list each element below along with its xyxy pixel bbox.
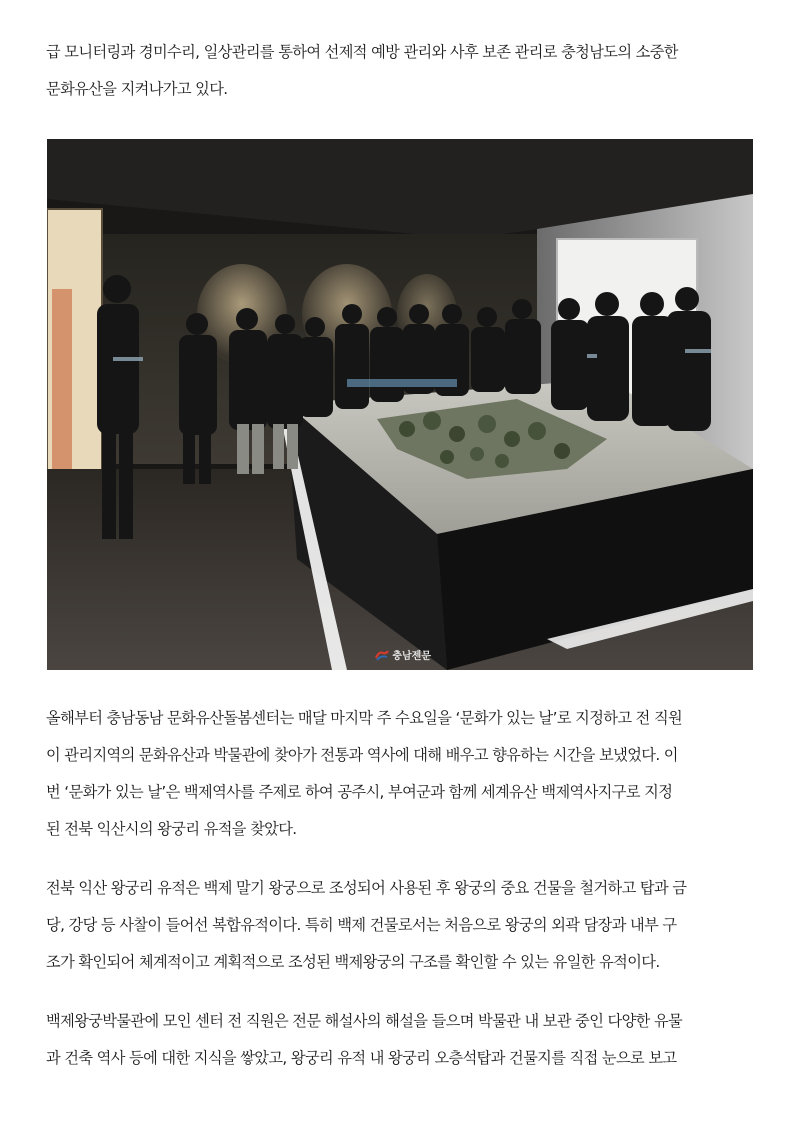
text-line: 당, 강당 등 사찰이 들어선 복합유적이다. 특히 백제 건물로서는 처음으로 왕궁의 외곽 담장과 내부 구 xyxy=(46,916,677,934)
museum-tour-photo xyxy=(47,139,753,670)
paragraph-culture-day xyxy=(46,700,752,848)
text-line: 백제왕궁박물관에 모인 센터 전 직원은 전문 해설사의 해설을 들으며 박물관 내 보관 중인 다양한 유물 xyxy=(46,1012,683,1030)
text-line: 이 관리지역의 문화유산과 박물관에 찾아가 전통과 역사에 대해 배우고 향유하는 시간을 보냈었다. 이 xyxy=(46,746,678,764)
text-line: 과 건축 역사 등에 대한 지식을 쌓았고, 왕궁리 유적 내 왕궁리 오층석탑과 건물지를 직접 눈으로 보고 xyxy=(46,1049,677,1067)
text-line: 전북 익산 왕궁리 유적은 백제 말기 왕궁으로 조성되어 사용된 후 왕궁의 중요 건물을 철거하고 탑과 금 xyxy=(46,879,687,897)
paragraph-intro xyxy=(46,34,752,108)
watermark-text: 충남젠문 xyxy=(392,651,431,662)
paragraph-museum-visit xyxy=(46,1003,752,1077)
text-line: 된 전북 익산시의 왕궁리 유적을 찾았다. xyxy=(46,820,297,838)
text-line: 급 모니터링과 경미수리, 일상관리를 통하여 선제적 예방 관리와 사후 보존 관리로 충청남도의 소중한 xyxy=(46,43,678,61)
text-line: 문화유산을 지켜나가고 있다. xyxy=(46,80,228,98)
text-line: 조가 확인되어 체계적이고 계획적으로 조성된 백제왕궁의 구조를 확인할 수 있는 유일한 유적이다. xyxy=(46,953,660,971)
newspaper-logo-icon xyxy=(375,649,389,661)
text-line: 올해부터 충남동남 문화유산돌봄센터는 매달 마지막 주 수요일을 ‘문화가 있는 날’로 지정하고 전 직원 xyxy=(46,709,683,727)
text-line: 번 ‘문화가 있는 날’은 백제역사를 주제로 하여 공주시, 부여군과 함께 세계유산 백제역사지구로 지정 xyxy=(46,783,673,801)
photo-watermark xyxy=(375,647,431,662)
paragraph-wanggungri-site xyxy=(46,870,752,981)
